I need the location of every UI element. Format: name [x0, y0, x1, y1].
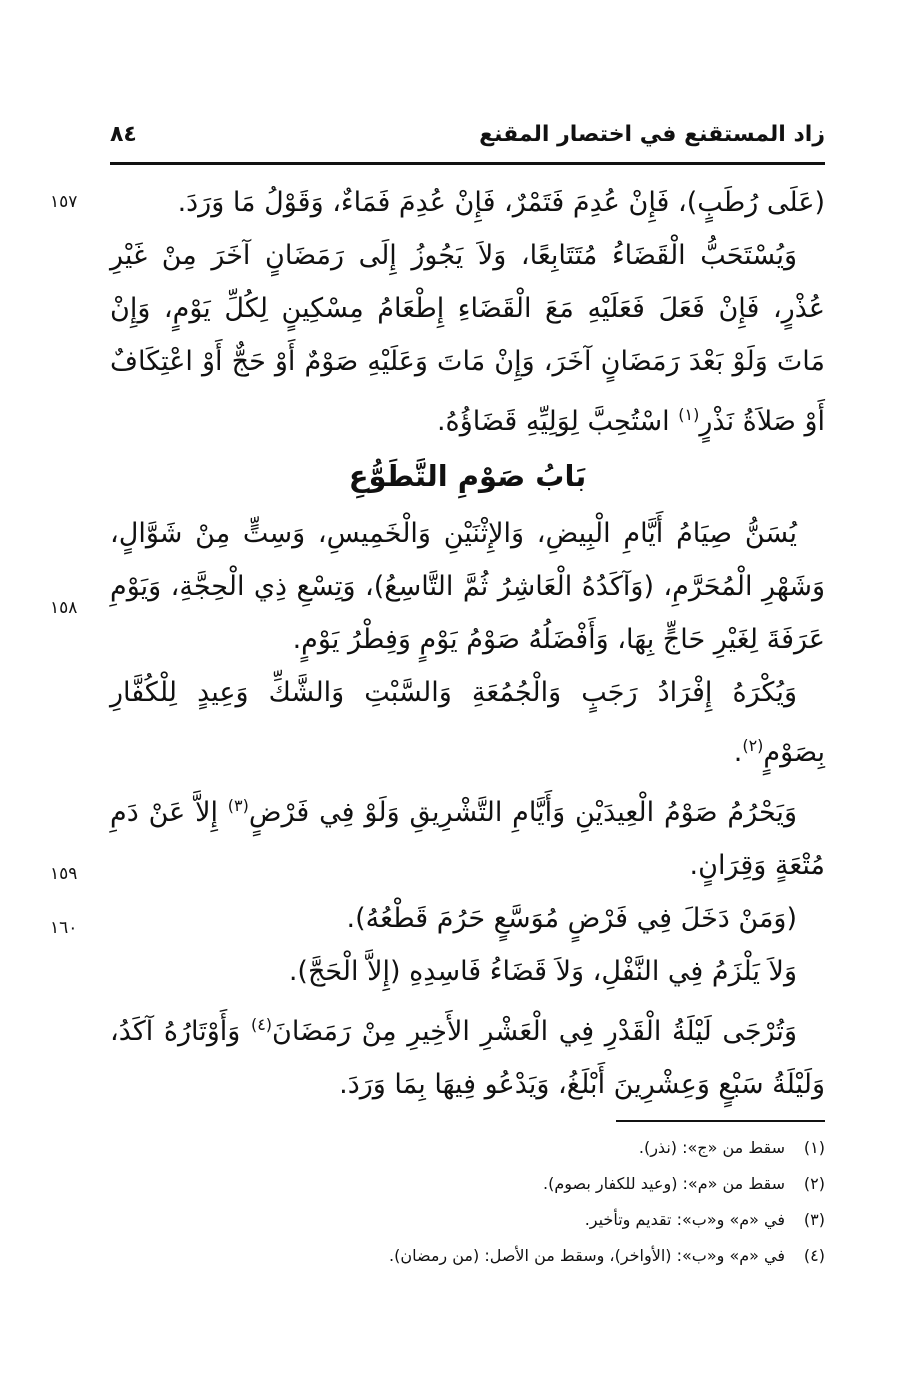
header-rule [110, 162, 825, 165]
footnote-ref-4: (٤) [250, 1015, 273, 1034]
paragraph-8-end: وَأَوْتَارُهُ آكَدُ، وَلَيْلَةُ سَبْعٍ وَعِشْرِينَ أَبْلَغُ، وَيَدْعُو فِيهَا بِمَا وَرَدَ. [110, 1016, 825, 1100]
paragraph-7: وَلاَ يَلْزَمُ فِي النَّفْلِ، وَلاَ قَضَاءُ فَاسِدِهِ (إِلاَّ الْحَجَّ). [288, 956, 797, 987]
paragraph-8-text: وَتُرْجَى لَيْلَةُ الْقَدْرِ فِي الْعَشْرِ الأَخِيرِ مِنْ رَمَضَانَ [272, 1016, 797, 1047]
paragraph-1: (عَلَى رُطَبٍ)، فَإِنْ عُدِمَ فَتَمْرٌ، فَإِنْ عُدِمَ فَمَاءٌ، وَقَوْلُ مَا وَرَدَ. [177, 187, 825, 218]
footnote-ref-1: (١) [678, 405, 700, 424]
paragraph-2 [110, 229, 825, 448]
paragraph-2-end: اسْتُحِبَّ لِوَلِيِّهِ قَضَاؤُهُ. [436, 406, 679, 437]
header-title: زاد المستقنع في اختصار المقنع [479, 122, 825, 147]
footnote-3 [110, 1202, 825, 1238]
paragraph-4-text: وَيُكْرَهُ إِفْرَادُ رَجَبٍ وَالْجُمُعَةِ وَالسَّبْتِ وَالشَّكِّ وَعِيدٍ لِلْكُفَّارِ بِصَوْمٍ [110, 677, 825, 768]
margin-number-159: ١٥٩ [50, 864, 78, 884]
footnote-4 [110, 1238, 825, 1274]
footnote-ref-3: (٣) [227, 796, 249, 815]
paragraph-5-text: وَيَحْرُمُ صَوْمُ الْعِيدَيْنِ وَأَيَّامِ التَّشْرِيقِ وَلَوْ فِي فَرْضٍ [248, 797, 797, 828]
paragraph-8 [110, 998, 825, 1111]
footnote-number: (٢) [803, 1174, 825, 1193]
paragraph-2-text: وَيُسْتَحَبُّ الْقَضَاءُ مُتَتَابِعًا، وَلاَ يَجُوزُ إِلَى رَمَضَانٍ آخَرَ مِنْ غَيْرِ عُذْرٍ، فَإِنْ فَعَلَ فَعَلَيْهِ مَعَ الْقَضَاءِ إِطْعَامُ مِسْكِينٍ لِكُلِّ يَوْمٍ، وَإِنْ مَاتَ وَلَوْ بَعْدَ رَمَضَانٍ آخَرَ، وَإِنْ مَاتَ وَعَلَيْهِ صَوْمٌ أَوْ حَجٌّ أَوْ اعْتِكَافٌ أَوْ صَلاَةُ نَذْرٍ [110, 240, 825, 437]
chapter-title: بَابُ صَوْمِ التَّطَوُّعِ [348, 459, 587, 493]
paragraph-4-end: . [733, 737, 743, 768]
paragraph-3: يُسَنُّ صِيَامُ أَيَّامِ الْبِيضِ، وَالإِثْنَيْنِ وَالْخَمِيسِ، وَسِتٍّ مِنْ شَوَّالٍ، وَشَهْرِ الْمُحَرَّمِ، (وَآكَدُهُ الْعَاشِرُ ثُمَّ التَّاسِعُ)، وَتِسْعِ ذِي الْحِجَّةِ، وَيَوْمِ عَرَفَةَ لِغَيْرِ حَاجٍّ بِهَا، وَأَفْضَلُهُ صَوْمُ يَوْمٍ وَفِطْرُ يَوْمٍ. [110, 518, 825, 655]
margin-number-160: ١٦٠ [50, 918, 78, 938]
margin-number-158: ١٥٨ [50, 598, 78, 618]
footnote-text: سقط من «م»: (وعيد للكفار بصوم). [542, 1174, 785, 1193]
paragraph-6: (وَمَنْ دَخَلَ فِي فَرْضٍ مُوَسَّعٍ حَرُمَ قَطْعُهُ). [346, 903, 797, 934]
footnote-ref-2: (٢) [742, 736, 764, 755]
footnote-1 [110, 1130, 825, 1166]
paragraph-4 [110, 666, 825, 779]
footnote-rule [616, 1120, 825, 1122]
footnote-number: (٣) [803, 1210, 825, 1229]
margin-number-157: ١٥٧ [50, 192, 78, 212]
footnote-2 [110, 1166, 825, 1202]
page-number: ٨٤ [110, 122, 137, 147]
footnote-text: في «م» و«ب»: (الأواخر)، وسقط من الأصل: (من رمضان). [389, 1246, 785, 1265]
paragraph-5-end: إِلاَّ عَنْ دَمِ مُتْعَةٍ وَقِرَانٍ. [110, 797, 825, 881]
running-header [110, 118, 825, 158]
footnote-text: في «م» و«ب»: تقديم وتأخير. [584, 1210, 785, 1229]
footnote-number: (٤) [803, 1246, 825, 1265]
footnote-number: (١) [803, 1138, 825, 1157]
footnotes [110, 1130, 825, 1274]
footnote-text: سقط من «ج»: (نذر). [638, 1138, 785, 1157]
paragraph-5 [110, 779, 825, 892]
main-text [110, 176, 825, 1111]
